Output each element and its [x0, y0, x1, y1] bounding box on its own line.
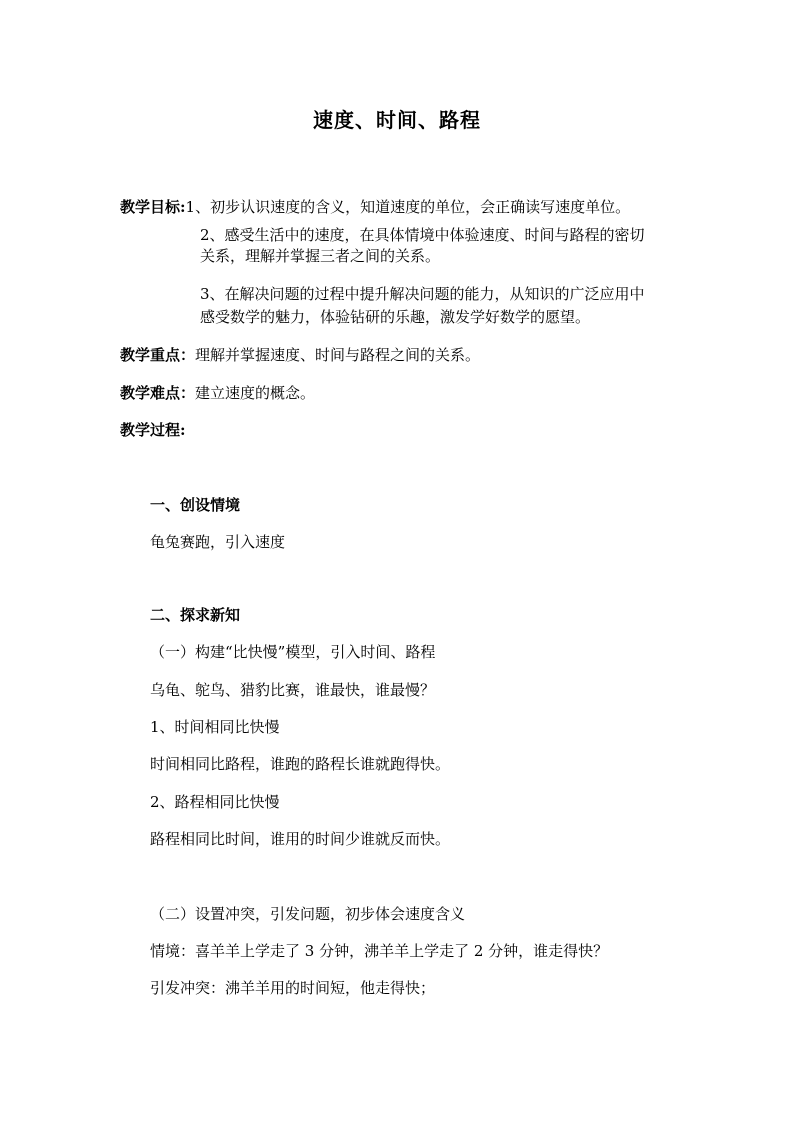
section-2-conflict: 引发冲突：沸羊羊用的时间短，他走得快； [150, 979, 436, 997]
page-title: 速度、时间、路程 [313, 108, 481, 132]
key-point-row [120, 344, 480, 366]
objective-item-1: 1、初步认识速度的含义，知道速度的单位，会正确读写速度单位。 [185, 198, 631, 216]
difficulty-label: 教学难点： [120, 384, 196, 402]
objective-item-3-line-1: 3、在解决问题的过程中提升解决问题的能力，从知识的广泛应用中 [200, 285, 645, 303]
section-2-point-1-text: 时间相同比路程，谁跑的路程长谁就跑得快。 [150, 755, 451, 773]
objective-item-3-line-2: 感受数学的魅力，体验钻研的乐趣，激发学好数学的愿望。 [200, 308, 591, 326]
key-point-label: 教学重点： [120, 346, 196, 364]
section-2-point-2: 2、路程相同比快慢 [150, 793, 280, 811]
process-label: 教学过程: [120, 421, 186, 439]
section-2-heading: 二、探求新知 [150, 606, 241, 624]
section-2-sub-1: （一）构建“比快慢”模型，引入时间、路程 [150, 643, 436, 661]
objective-item-2-line-2: 关系，理解并掌握三者之间的关系。 [200, 247, 441, 265]
section-1-text: 龟兔赛跑，引入速度 [150, 533, 286, 551]
section-2-question: 乌龟、鸵鸟、猎豹比赛，谁最快，谁最慢？ [150, 681, 436, 699]
key-point-text: 理解并掌握速度、时间与路程之间的关系。 [195, 346, 481, 364]
section-2-scenario: 情境：喜羊羊上学走了 3 分钟，沸羊羊上学走了 2 分钟，谁走得快？ [150, 942, 609, 960]
section-2-point-2-text: 路程相同比时间，谁用的时间少谁就反而快。 [150, 830, 451, 848]
objectives-label: 教学目标: [120, 198, 186, 216]
section-2-point-1: 1、时间相同比快慢 [150, 718, 280, 736]
section-2-sub-2: （二）设置冲突，引发问题，初步体会速度含义 [150, 905, 466, 923]
objectives-row [120, 196, 630, 218]
difficulty-text: 建立速度的概念。 [195, 384, 316, 402]
difficulty-row [120, 382, 315, 404]
objective-item-2-line-1: 2、感受生活中的速度，在具体情境中体验速度、时间与路程的密切 [200, 226, 645, 244]
section-1-heading: 一、创设情境 [150, 496, 241, 514]
